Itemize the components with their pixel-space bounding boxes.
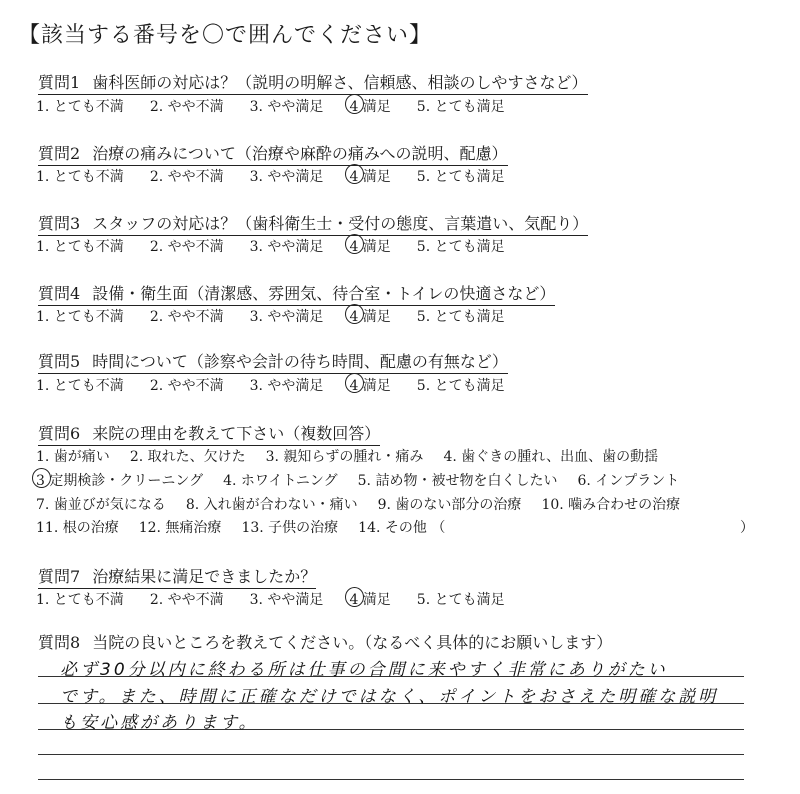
question-3-number: 質問3: [38, 214, 81, 233]
q6-option-white-fillings[interactable]: 5. 詰め物・被せ物を白くしたい: [357, 473, 558, 489]
q2-option-1[interactable]: 1. とても不満: [36, 169, 124, 185]
handwritten-answer-line-3: も安心感があります。: [60, 713, 259, 733]
question-6-text: 来院の理由を教えて下さい（複数回答）: [92, 424, 381, 443]
q2-option-4-selected[interactable]: 4 満足: [349, 166, 390, 186]
question-5-text: 時間について（診察や会計の待ち時間、配慮の有無など）: [92, 352, 508, 371]
question-7-number: 質問7: [38, 567, 81, 586]
q2-option-5[interactable]: 5. とても満足: [416, 169, 505, 185]
q3-option-1[interactable]: 1. とても不満: [36, 239, 124, 255]
question-5-options: [36, 375, 531, 395]
handwritten-answer-line-2: です。また、時間に正確なだけではなく、ポイントをおさえた明確な説明: [60, 687, 719, 707]
q1-option-4-selected[interactable]: 4 満足: [349, 96, 390, 116]
q4-option-1[interactable]: 1. とても不満: [36, 309, 124, 325]
q6-option-7[interactable]: 7. 歯並びが気になる: [36, 497, 166, 513]
q6-option-2[interactable]: 2. 取れた、欠けた: [129, 449, 246, 465]
question-2-options: [36, 166, 531, 186]
q7-option-1[interactable]: 1. とても不満: [36, 592, 124, 608]
q3-option-3[interactable]: 3. やや満足: [249, 239, 324, 255]
answer-line-5: [38, 779, 744, 780]
question-1-options: [36, 96, 531, 116]
q6-option-12[interactable]: 12. 無痛治療: [138, 520, 222, 536]
question-4-options: [36, 306, 531, 326]
question-4-number: 質問4: [38, 284, 81, 303]
q3-option-2[interactable]: 2. やや不満: [149, 239, 224, 255]
q7-option-3[interactable]: 3. やや満足: [249, 592, 324, 608]
q1-option-5[interactable]: 5. とても満足: [416, 99, 505, 115]
question-4: [38, 281, 555, 306]
question-7: [38, 564, 316, 589]
question-1-text: 歯科医師の対応は？（説明の明解さ、信頼感、相談のしやすさなど）: [92, 73, 588, 92]
q2-option-3[interactable]: 3. やや満足: [249, 169, 324, 185]
q6-option-11[interactable]: 11. 根の治療: [36, 520, 119, 536]
q1-option-1[interactable]: 1. とても不満: [36, 99, 124, 115]
question-8-text: 当院の良いところを教えてください。（なるべく具体的にお願いします）: [92, 633, 613, 652]
q6-option-10[interactable]: 10. 噛み合わせの治療: [541, 497, 681, 513]
question-2-number: 質問2: [38, 144, 81, 163]
question-6-row-4: [36, 517, 465, 537]
q7-option-5[interactable]: 5. とても満足: [416, 592, 505, 608]
question-2: [38, 141, 508, 166]
q5-option-2[interactable]: 2. やや不満: [149, 378, 224, 394]
q6-option-whitening[interactable]: 4. ホワイトニング: [223, 473, 338, 489]
question-8: [38, 630, 612, 654]
q5-option-4-selected[interactable]: 4 満足: [349, 375, 390, 395]
question-5: [38, 349, 508, 374]
question-2-text: 治療の痛みについて（治療や麻酔の痛みへの説明、配慮）: [92, 144, 508, 163]
q6-other-close-paren: ）: [740, 520, 754, 536]
question-6: [38, 421, 380, 446]
q6-option-3[interactable]: 3. 親知らずの腫れ・痛み: [265, 449, 424, 465]
q2-option-2[interactable]: 2. やや不満: [149, 169, 224, 185]
instruction-header: 【該当する番号を〇で囲んでください】: [18, 23, 433, 48]
q6-option-1[interactable]: 1. 歯が痛い: [36, 449, 110, 465]
question-3-options: [36, 236, 531, 256]
q6-option-checkup-selected[interactable]: 3 定期検診・クリーニング: [36, 470, 203, 490]
q4-option-5[interactable]: 5. とても満足: [416, 309, 505, 325]
q7-option-4-selected[interactable]: 4 満足: [349, 589, 390, 609]
q5-option-1[interactable]: 1. とても不満: [36, 378, 124, 394]
q6-option-13[interactable]: 13. 子供の治療: [241, 520, 339, 536]
question-3: [38, 211, 588, 236]
q6-option-implant[interactable]: 6. インプラント: [577, 473, 680, 489]
q5-option-3[interactable]: 3. やや満足: [249, 378, 324, 394]
question-6-row-3: [36, 494, 700, 514]
answer-line-4: [38, 754, 744, 755]
question-7-text: 治療結果に満足できましたか？: [92, 567, 317, 586]
question-6-row-1: [36, 446, 678, 466]
q4-option-2[interactable]: 2. やや不満: [149, 309, 224, 325]
q4-option-3[interactable]: 3. やや満足: [249, 309, 324, 325]
question-7-options: [36, 589, 531, 609]
question-1: [38, 70, 588, 95]
q3-option-5[interactable]: 5. とても満足: [416, 239, 505, 255]
q1-option-3[interactable]: 3. やや満足: [249, 99, 324, 115]
q6-option-4[interactable]: 4. 歯ぐきの腫れ、出血、歯の動揺: [443, 449, 659, 465]
q6-option-9[interactable]: 9. 歯のない部分の治療: [377, 497, 522, 513]
q1-option-2[interactable]: 2. やや不満: [149, 99, 224, 115]
question-4-text: 設備・衛生面（清潔感、雰囲気、待合室・トイレの快適さなど）: [92, 284, 556, 303]
q4-option-4-selected[interactable]: 4 満足: [349, 306, 390, 326]
question-5-number: 質問5: [38, 352, 81, 371]
q6-option-14-other[interactable]: 14. その他 （: [358, 520, 446, 536]
handwritten-answer-line-1: 必ず30分以内に終わる所は仕事の合間に来やすく非常にありがたい: [60, 660, 668, 680]
question-3-text: スタッフの対応は？（歯科衛生士・受付の態度、言葉遣い、気配り）: [92, 214, 589, 233]
question-6-number: 質問6: [38, 424, 81, 443]
question-1-number: 質問1: [38, 73, 81, 92]
question-8-number: 質問8: [38, 633, 81, 652]
q5-option-5[interactable]: 5. とても満足: [416, 378, 505, 394]
q3-option-4-selected[interactable]: 4 満足: [349, 236, 390, 256]
question-6-row-2: [36, 470, 699, 490]
q6-option-8[interactable]: 8. 入れ歯が合わない・痛い: [185, 497, 358, 513]
q7-option-2[interactable]: 2. やや不満: [149, 592, 224, 608]
